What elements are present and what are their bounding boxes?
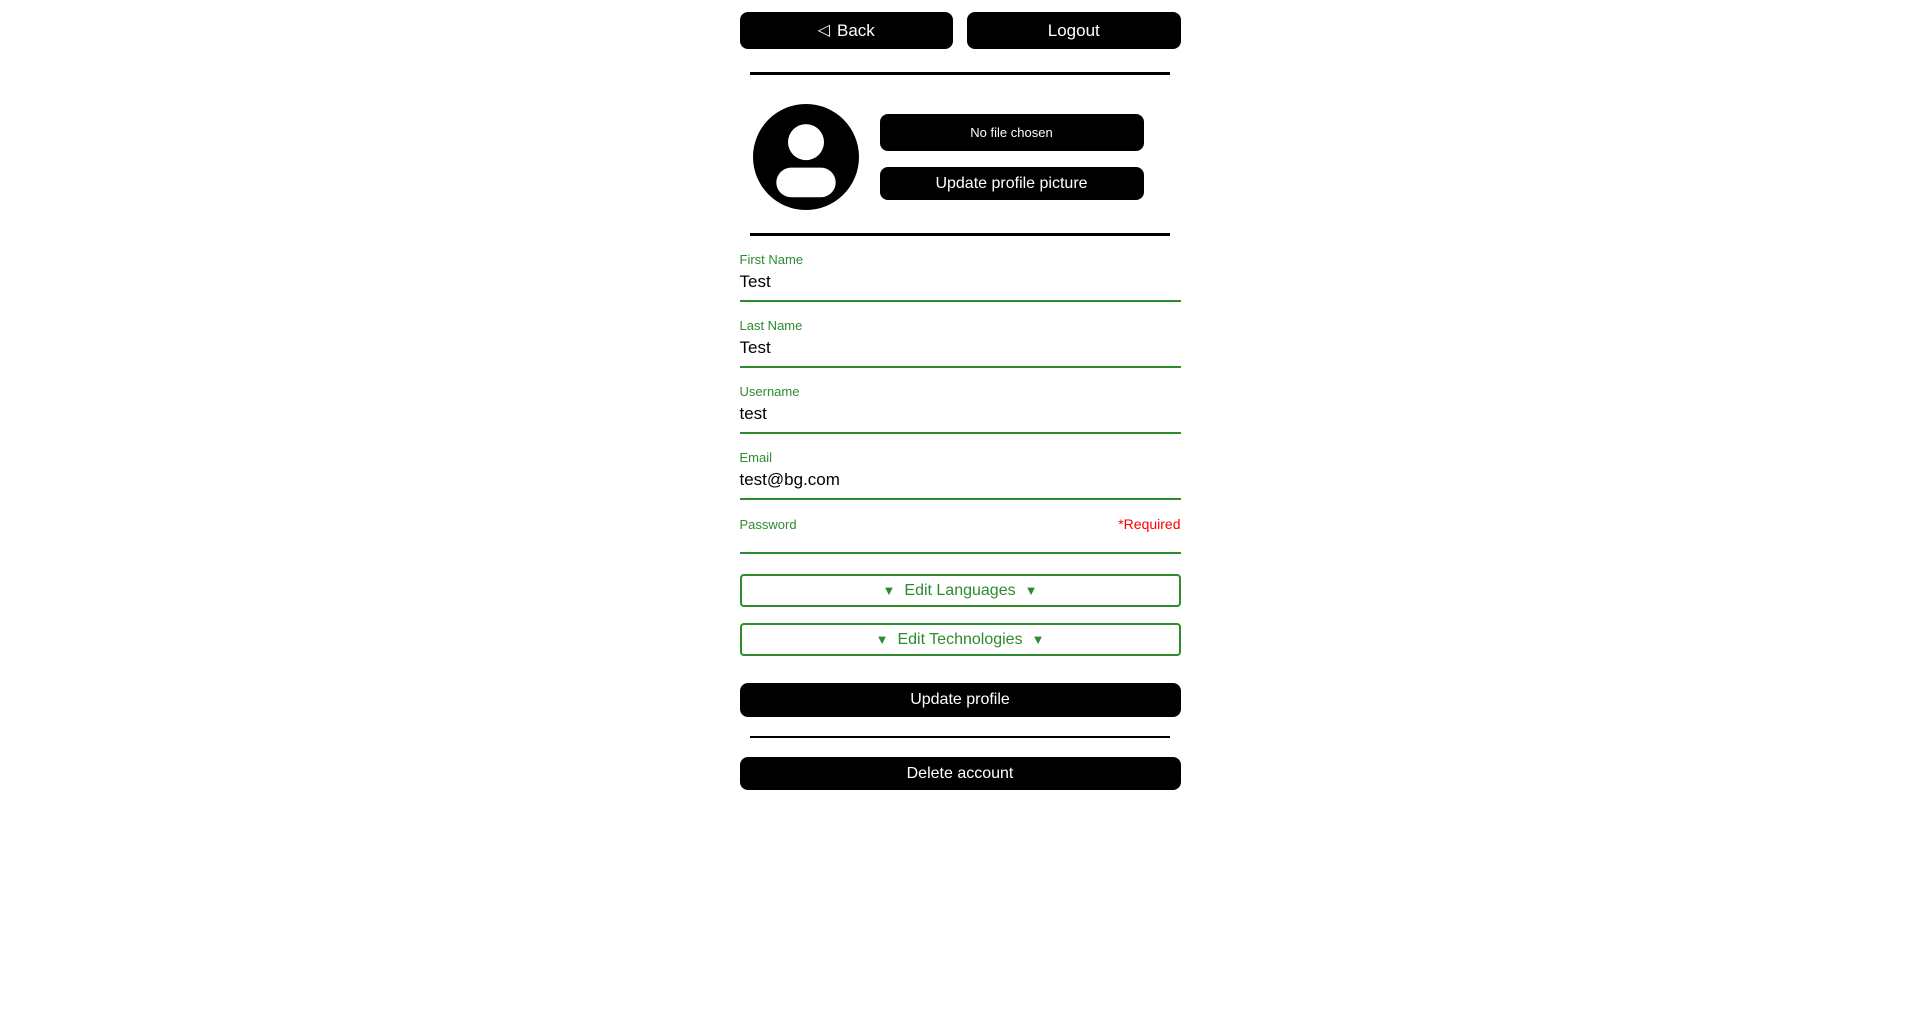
edit-languages-button[interactable] — [740, 574, 1181, 607]
password-label: Password — [739, 517, 797, 532]
last-name-label: Last Name — [739, 318, 803, 333]
update-profile-picture-button[interactable] — [880, 167, 1144, 200]
back-button-label: Back — [837, 20, 875, 40]
first-name-field — [740, 252, 1181, 302]
delete-account-label: Delete account — [906, 764, 1014, 782]
username-label: Username — [739, 384, 800, 399]
top-divider — [750, 72, 1170, 75]
update-profile-button[interactable] — [740, 683, 1181, 717]
edit-languages-label: Edit Languages — [904, 581, 1016, 599]
password-required-note: *Required — [1118, 516, 1181, 532]
back-button[interactable] — [740, 12, 954, 49]
last-name-input[interactable]: Test — [740, 333, 1181, 368]
edit-technologies-label: Edit Technologies — [897, 630, 1023, 648]
password-label-row — [740, 516, 1181, 532]
top-button-row — [740, 12, 1181, 49]
file-input-text: No file chosen — [970, 125, 1053, 140]
email-input[interactable]: test@bg.com — [740, 465, 1181, 500]
password-input[interactable] — [740, 532, 1181, 554]
first-name-input[interactable]: Test — [740, 267, 1181, 302]
username-input[interactable]: test — [740, 399, 1181, 434]
update-profile-label: Update profile — [910, 691, 1010, 708]
chevron-down-icon: ▼ — [1024, 583, 1038, 598]
avatar-person-icon — [753, 104, 859, 210]
update-profile-picture-label: Update profile picture — [935, 174, 1088, 192]
email-field — [740, 450, 1181, 500]
file-input[interactable] — [880, 114, 1144, 151]
chevron-down-icon: ▼ — [1031, 632, 1045, 647]
back-arrow-icon: ◁ — [817, 21, 830, 39]
first-name-label: First Name — [739, 252, 804, 267]
profile-picture-section — [740, 104, 1181, 210]
profile-form — [740, 252, 1181, 717]
edit-technologies-button[interactable] — [740, 623, 1181, 656]
logout-button[interactable] — [967, 12, 1181, 49]
delete-account-button[interactable] — [740, 757, 1181, 790]
danger-divider — [750, 736, 1170, 738]
chevron-down-icon: ▼ — [875, 632, 889, 647]
last-name-field — [740, 318, 1181, 368]
section-divider — [750, 233, 1170, 236]
chevron-down-icon: ▼ — [882, 583, 896, 598]
logout-button-label: Logout — [1047, 20, 1100, 40]
email-label: Email — [739, 450, 773, 465]
password-field — [740, 516, 1181, 554]
username-field — [740, 384, 1181, 434]
profile-edit-page — [740, 0, 1181, 790]
upload-controls — [880, 114, 1144, 200]
